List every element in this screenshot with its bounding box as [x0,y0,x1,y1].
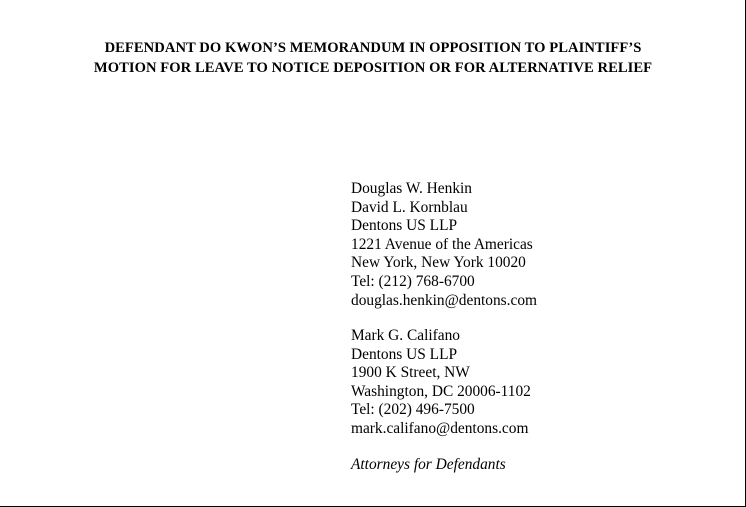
document-title [0,38,746,78]
street-address: 1221 Avenue of the Americas [351,235,533,253]
phone-number: Tel: (212) 768-6700 [351,272,475,290]
city-state-zip: New York, New York 10020 [351,254,526,272]
firm-name: Dentons US LLP [351,345,458,363]
attorney-name: Mark G. Califano [351,327,460,344]
phone-number: Tel: (202) 496-7500 [351,401,475,419]
attorney-name: David L. Kornblau [351,198,468,216]
street-address: 1900 K Street, NW [351,364,470,382]
email-address: mark.califano@dentons.com [351,419,529,437]
counsel-block-califano [351,327,531,439]
attorney-name: Douglas W. Henkin [351,180,472,197]
attorneys-for-defendants: Attorneys for Defendants [351,456,506,473]
email-address: douglas.henkin@dentons.com [351,291,538,309]
city-state-zip: Washington, DC 20006-1102 [351,382,531,400]
title-line-2: MOTION FOR LEAVE TO NOTICE DEPOSITION OR FOR ALTERNATIVE RELIEF [93,60,653,76]
title-line-1: DEFENDANT DO KWON’S MEMORANDUM IN OPPOSITION TO PLAINTIFF’S [104,40,642,56]
counsel-block-henkin [351,180,537,310]
firm-name: Dentons US LLP [351,217,458,235]
